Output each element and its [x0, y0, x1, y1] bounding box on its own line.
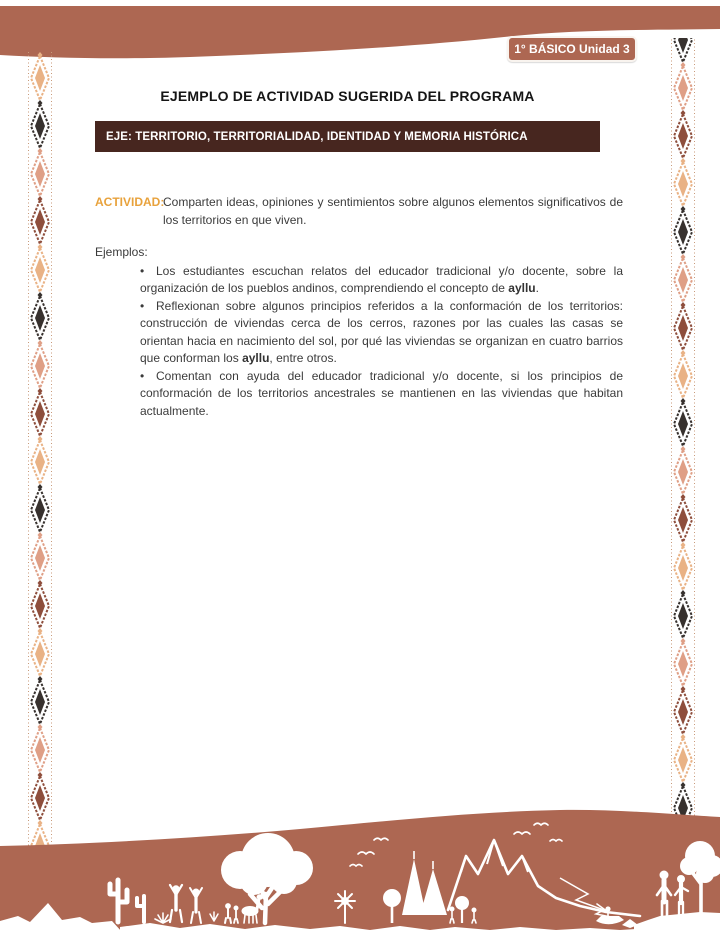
activity-text: Comparten ideas, opiniones y sentimientos sobre algunos elementos significativos de los territorios en que viven.	[163, 195, 623, 227]
list-item-text: Comentan con ayuda del educador tradicional y/o docente, si los principios de conformación de los territorios ancestrales se mantienen en las viviendas que habitan actualmente.	[140, 368, 623, 418]
unit-badge: 1° BÁSICO Unidad 3	[507, 36, 637, 62]
bullet-icon: •	[140, 368, 145, 383]
list-item-bold-term: ayllu	[242, 351, 270, 365]
examples-list	[95, 263, 623, 421]
list-item	[140, 298, 623, 368]
list-item-text: Los estudiantes escuchan relatos del educador tradicional y/o docente, sobre la organización de los pueblos andinos, comprendiendo el concepto de	[140, 263, 623, 295]
left-border-textile-pattern-icon	[27, 52, 53, 848]
bullet-icon: •	[140, 263, 145, 278]
examples-section	[95, 244, 623, 420]
list-item	[140, 368, 623, 421]
activity-paragraph	[95, 194, 623, 229]
footer-landscape-illustration-icon	[0, 782, 720, 932]
activity-label: ACTIVIDAD:	[95, 195, 165, 209]
list-item-text: Reflexionan sobre algunos principios referidos a la conformación de los territorios: construcción de viviendas cerca de los cerros, razones por las cuales las casas se orientan hacia en nacimiento del sol, por qué las viviendas se organizan en cuatro barrios que conforman los	[140, 298, 623, 365]
examples-heading: Ejemplos:	[95, 245, 148, 259]
list-item-text-post: , entre otros.	[269, 351, 337, 365]
right-border-textile-pattern-icon	[670, 38, 696, 820]
eje-banner: EJE: TERRITORIO, TERRITORIALIDAD, IDENTIDAD Y MEMORIA HISTÓRICA	[95, 121, 600, 152]
list-item-bold-term: ayllu	[508, 281, 536, 295]
list-item-text-post: .	[535, 281, 539, 295]
bullet-icon: •	[140, 298, 145, 313]
list-item	[140, 263, 623, 298]
page-title: EJEMPLO DE ACTIVIDAD SUGERIDA DEL PROGRAMA	[160, 88, 535, 104]
